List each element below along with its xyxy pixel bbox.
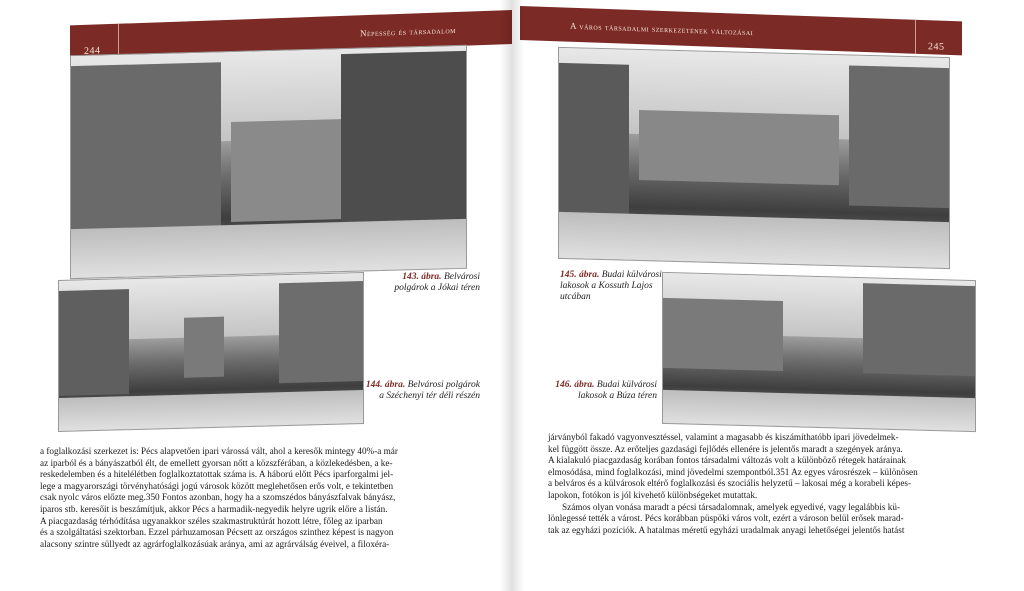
caption-145-text: Budai külvárosi lakosok a Kossuth Lajos utcában bbox=[560, 270, 662, 302]
text-line: lege a magyarországi törvényhatósági jogú városok között meglehetősen erős volt, e tekintetben bbox=[40, 480, 394, 491]
text-line: elmosódása, mind foglalkozási, mind jövedelmi szempontból.351 Az egyes városrészek – különösen bbox=[548, 466, 918, 477]
right-body-text bbox=[548, 432, 988, 536]
caption-146 bbox=[542, 380, 657, 402]
caption-146-text: Budai külvárosi lakosok a Búza téren bbox=[577, 380, 657, 401]
text-line: A kialakuló piacgazdaság korában fontos társadalmi változás volt a különböző rétegek határainak bbox=[548, 455, 906, 466]
text-line: a foglalkozási szerkezet is: Pécs alapvetően ipari várossá vált, ahol a keresők mintegy 40%-a már bbox=[40, 446, 398, 456]
photo-145-kossuth-lajos-utca bbox=[558, 47, 950, 269]
left-page-number: 244 bbox=[84, 45, 101, 57]
book-gutter bbox=[500, 0, 524, 591]
right-page bbox=[512, 0, 1024, 591]
photo-146-buza-ter bbox=[662, 272, 976, 432]
caption-143-text: Belvárosi polgárok a Jókai téren bbox=[394, 272, 480, 293]
text-line: csak nyolc város előzte meg.350 Fontos azonban, hogy ha a szomszédos bányászfalvak bányász, bbox=[40, 492, 396, 503]
left-body-text bbox=[40, 446, 495, 550]
text-line: tak az egyházi pozíciók. A hatalmas méretű egyházi uradalmak anyagi lehetőségei jelentős hatást bbox=[548, 524, 905, 535]
text-line: lönlegessé tették a várost. Pécs korábban püspöki város volt, ezért a városon belül erősek marad- bbox=[548, 513, 904, 524]
text-line: iparos stb. keresőit is beszámítjuk, akkor Pécs a harmadik-negyedik helyre ugrik előre a listán. bbox=[40, 503, 388, 514]
photo-144-szechenyi-ter bbox=[58, 272, 364, 432]
caption-143 bbox=[370, 272, 480, 294]
text-line: kel függött össze. Az erőteljes gazdasági fejlődés ellenére is jelentős maradt a szegények aránya. bbox=[548, 443, 903, 454]
left-header-title: Népesség és társadalom bbox=[360, 24, 457, 39]
right-header-title: A város társadalmi szerkezetének változásai bbox=[570, 20, 754, 38]
text-line: Számos olyan vonása maradt a pécsi társadalomnak, amelyek egyedivé, vagy legalábbis kü- bbox=[562, 501, 901, 512]
caption-145-label: 145. ábra. bbox=[560, 270, 600, 280]
caption-144 bbox=[365, 380, 480, 402]
text-line: a belváros és a külvárosok eltérő foglalkozási és szociális helyzetű – lakosai még a korabeli képes- bbox=[548, 478, 912, 489]
caption-143-label: 143. ábra. bbox=[402, 272, 442, 282]
text-line: járványból fakadó vagyonvesztéssel, valamint a magasabb és kiszámíthatóbb ipari jövedelmek- bbox=[548, 432, 899, 442]
right-page-number: 245 bbox=[928, 41, 945, 53]
photo-143-jokai-ter bbox=[70, 45, 467, 279]
caption-144-text: Belvárosi polgárok a Széchenyi tér déli részén bbox=[379, 380, 480, 401]
caption-144-label: 144. ábra. bbox=[365, 380, 406, 390]
text-line: alacsony szintre süllyedt az agrárfoglalkozásúak aránya, ami az agrárválság éveivel, a filoxéra- bbox=[40, 538, 390, 549]
header-divider bbox=[118, 24, 119, 58]
caption-146-label: 146. ábra. bbox=[555, 380, 595, 390]
text-line: lapokon, fotókon is jól kivehető különbségeket mutattak. bbox=[548, 489, 758, 500]
text-line: reskedelemben és a hitelélétben foglalkoztatottak száma is. A háború előtt Pécs iparforgalmi jel- bbox=[40, 469, 394, 480]
text-line: az iparból és a bányászatból élt, de emellett gyorsan nőtt a közszférában, a közlekedésben, a ke- bbox=[40, 457, 393, 468]
text-line: és a szolgáltatási szektorban. Ezzel párhuzamosan Pécsett az országos szinthez képest is nagyon bbox=[40, 527, 394, 538]
text-line: A piacgazdaság térhódítása ugyanakkor széles szakmastruktúrát hozott létre, főleg az iparban bbox=[40, 515, 383, 526]
header-divider bbox=[915, 20, 916, 54]
